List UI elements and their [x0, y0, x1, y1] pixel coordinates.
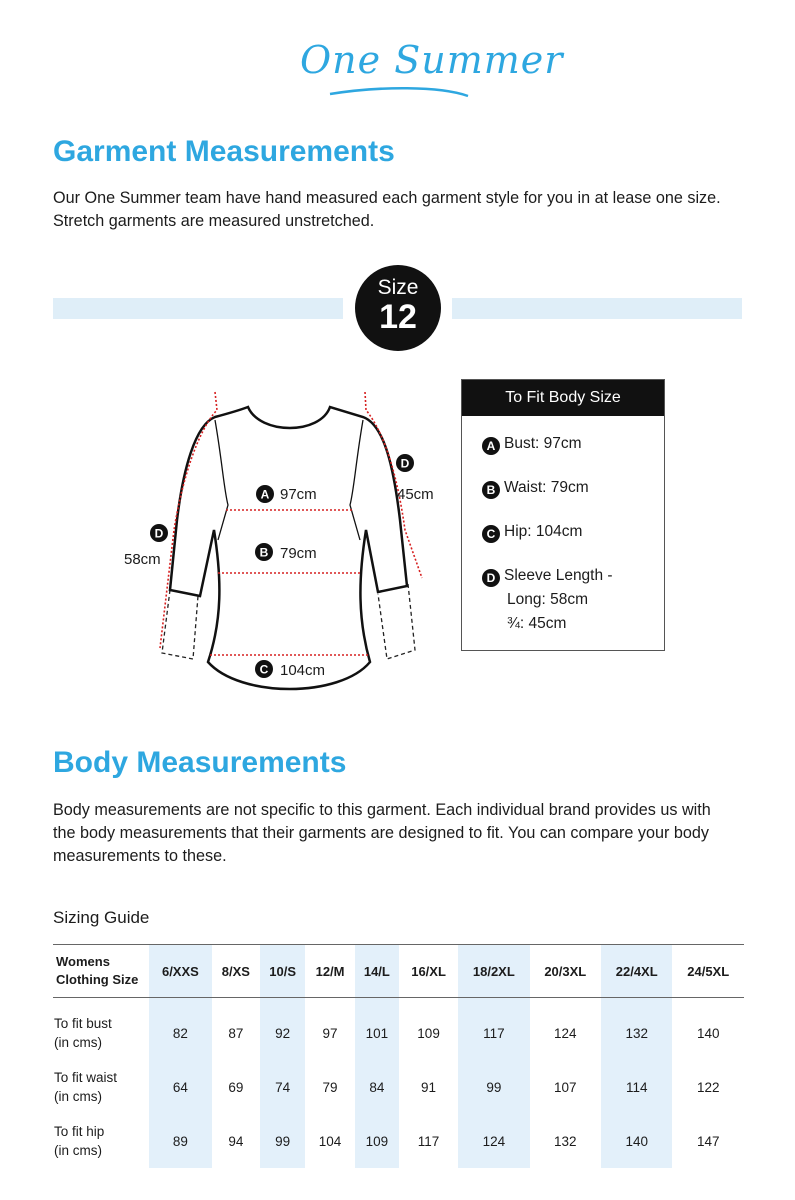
table-cell: 101 — [355, 998, 399, 1061]
fit-body-size-box — [461, 379, 665, 651]
fit-hip-text: Hip: 104cm — [504, 523, 583, 540]
logo-text: One Summer — [300, 38, 564, 82]
size-header: 12/M — [305, 945, 354, 998]
badge-a-letter: A — [260, 487, 270, 502]
long-sleeve-right-outline — [378, 584, 415, 659]
badge-b-icon: B — [482, 481, 500, 499]
size-value: 12 — [379, 298, 417, 336]
waist-value: 79cm — [280, 545, 317, 562]
sizing-table — [53, 944, 744, 1168]
badge-c-icon: C — [482, 525, 500, 543]
body-intro-line3: measurements to these. — [53, 847, 227, 865]
row-label — [53, 1114, 149, 1168]
garment-intro-line1: Our One Summer team have hand measured each garment style for you in at lease one size. — [53, 189, 721, 207]
fit-item-waist — [482, 476, 589, 500]
row-label-line1: To fit hip — [54, 1124, 105, 1139]
badge-a-icon: A — [482, 437, 500, 455]
fit-sleeve-long: Long: 58cm — [507, 591, 588, 608]
table-cell: 140 — [696, 1025, 720, 1041]
table-cell: 97 — [322, 1025, 338, 1041]
table-cell: 104 — [318, 1133, 342, 1149]
divider-band-left — [53, 298, 343, 319]
row-label — [53, 1060, 149, 1114]
garment-diagram — [120, 380, 460, 710]
fit-sleeve-three-quarter: ¾: 45cm — [507, 615, 567, 632]
table-cell: 114 — [601, 1060, 672, 1114]
bust-value: 97cm — [280, 486, 317, 503]
row-header-line1: Womens — [56, 954, 110, 969]
fit-item-hip — [482, 520, 582, 544]
table-cell: 124 — [458, 1114, 529, 1168]
garment-intro — [53, 187, 753, 233]
table-cell: 109 — [355, 1114, 399, 1168]
badge-d-icon: D — [482, 569, 500, 587]
long-sleeve-left-outline — [162, 590, 198, 659]
table-row-hip — [53, 1114, 744, 1168]
size-label: Size — [377, 276, 419, 299]
table-cell: 87 — [228, 1025, 244, 1041]
table-cell: 99 — [260, 1114, 306, 1168]
table-cell: 124 — [554, 1025, 577, 1041]
size-header: 16/XL — [399, 945, 458, 998]
fit-box-title: To Fit Body Size — [462, 380, 664, 416]
table-cell: 99 — [458, 1060, 529, 1114]
row-label-line1: To fit bust — [54, 1016, 112, 1031]
fit-sleeve-text: Sleeve Length - — [504, 567, 613, 584]
size-header: 14/L — [355, 945, 399, 998]
size-badge — [355, 265, 441, 351]
table-cell: 132 — [554, 1133, 577, 1149]
fit-item-bust — [482, 432, 582, 456]
table-cell: 91 — [421, 1079, 437, 1095]
table-cell: 64 — [149, 1060, 212, 1114]
size-header: 22/4XL — [601, 945, 672, 998]
badge-c-letter: C — [259, 662, 269, 677]
sizing-header-row — [53, 945, 744, 998]
short-sleeve-value: 45cm — [397, 486, 434, 503]
badge-d-left-letter: D — [154, 526, 164, 541]
sizing-guide-title: Sizing Guide — [53, 908, 150, 927]
badge-b-letter: B — [259, 545, 269, 560]
table-cell: 82 — [149, 998, 212, 1061]
table-cell: 122 — [696, 1079, 720, 1095]
table-cell: 140 — [601, 1114, 672, 1168]
hip-value: 104cm — [280, 662, 326, 679]
table-cell: 117 — [417, 1133, 440, 1149]
table-cell: 89 — [149, 1114, 212, 1168]
size-header: 24/5XL — [672, 945, 744, 998]
body-intro-line1: Body measurements are not specific to this garment. Each individual brand provides us with — [53, 801, 711, 819]
table-row-bust — [53, 998, 744, 1061]
body-intro — [53, 799, 753, 868]
table-row-waist — [53, 1060, 744, 1114]
badge-d-right-letter: D — [400, 456, 410, 471]
fit-waist-text: Waist: 79cm — [504, 479, 589, 496]
table-cell: 107 — [554, 1079, 577, 1095]
brand-logo — [290, 28, 564, 103]
size-header: 10/S — [260, 945, 306, 998]
fit-bust-text: Bust: 97cm — [504, 435, 582, 452]
table-cell: 79 — [322, 1079, 338, 1095]
row-header-cell — [53, 945, 149, 998]
table-cell: 94 — [228, 1133, 244, 1149]
table-cell: 69 — [228, 1079, 244, 1095]
garment-section-title: Garment Measurements — [53, 135, 395, 168]
table-cell: 74 — [260, 1060, 306, 1114]
body-intro-line2: the body measurements that their garments are designed to fit. You can compare your body — [53, 824, 709, 842]
row-label — [53, 998, 149, 1061]
table-cell: 117 — [458, 998, 529, 1061]
fit-item-sleeve — [482, 564, 613, 636]
table-cell: 147 — [696, 1133, 720, 1149]
table-cell: 109 — [417, 1025, 440, 1041]
body-section-title: Body Measurements — [53, 746, 347, 779]
divider-band-right — [452, 298, 742, 319]
size-header: 18/2XL — [458, 945, 529, 998]
garment-intro-line2: Stretch garments are measured unstretched. — [53, 212, 375, 230]
size-header: 8/XS — [212, 945, 260, 998]
row-label-line1: To fit waist — [54, 1070, 118, 1085]
size-header: 6/XXS — [149, 945, 212, 998]
row-label-line2: (in cms) — [54, 1143, 102, 1158]
size-header: 20/3XL — [530, 945, 601, 998]
table-cell: 84 — [355, 1060, 399, 1114]
row-header-line2: Clothing Size — [56, 972, 139, 987]
table-cell: 132 — [601, 998, 672, 1061]
row-label-line2: (in cms) — [54, 1035, 102, 1050]
table-cell: 92 — [260, 998, 306, 1061]
long-sleeve-value: 58cm — [124, 551, 161, 568]
row-label-line2: (in cms) — [54, 1089, 102, 1104]
